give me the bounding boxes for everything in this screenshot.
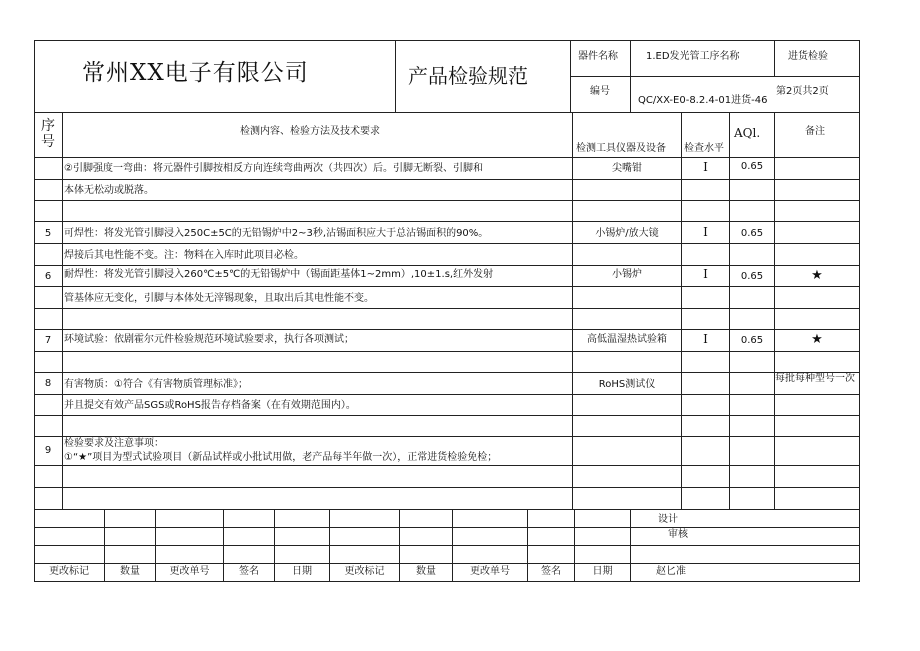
row-seq: 5 xyxy=(44,228,52,239)
row-line xyxy=(34,394,860,395)
row-line xyxy=(34,308,860,309)
row-content: 并且提交有效产品SGS或RoHS报告存档备案（在有效期范围内）。 xyxy=(64,400,356,411)
page-info: 第2页共2页 xyxy=(776,86,829,97)
row-seq: 9 xyxy=(44,445,52,456)
row-line xyxy=(34,243,860,244)
company-name: 常州XX电子有限公司 xyxy=(82,60,309,86)
design-label: 设计 xyxy=(658,514,678,525)
row-line xyxy=(34,329,860,330)
row-tool: 尖嘴钳 xyxy=(612,163,642,174)
row-aql: 0.65 xyxy=(740,271,764,282)
row-aql: 0.65 xyxy=(740,161,764,172)
row-content: 本体无松动或脱落。 xyxy=(64,185,154,196)
part-name-label: 器件名称 xyxy=(578,51,618,62)
border-right xyxy=(859,40,860,582)
footer-line xyxy=(34,545,860,546)
row-line xyxy=(34,112,860,113)
row-seq: 8 xyxy=(44,378,52,389)
col-line xyxy=(62,112,63,509)
column-header-content: 检测内容、检验方法及技术要求 xyxy=(240,126,380,137)
footer-col-line xyxy=(630,509,631,582)
column-header-seq: 序号 xyxy=(41,118,55,150)
row-content: ②引脚强度一弯曲：将元器件引脚按相反方向连续弯曲两次（共四次）后。引脚无断裂、引脚和 xyxy=(64,163,483,174)
inspection-spec-sheet xyxy=(34,40,860,582)
row-content: 焊接后其电性能不变。注：物料在入库时此项目必检。 xyxy=(64,250,304,261)
row-line xyxy=(34,351,860,352)
row-content: 可焊性：将发光管引脚浸入250C±5C的无铅锡炉中2~3秒,沾锡面积应大于总沾锡面积的90%。 xyxy=(64,228,489,239)
row-level: I xyxy=(703,160,708,174)
date-label: 日期 xyxy=(592,566,613,577)
border-top xyxy=(34,40,860,41)
col-line xyxy=(774,112,775,509)
row-line xyxy=(34,200,860,201)
row-level: I xyxy=(703,332,708,346)
row-aql: 0.65 xyxy=(740,228,764,239)
change-mark-label: 更改标记 xyxy=(344,566,385,577)
row-content: 检验要求及注意事项： xyxy=(64,438,164,449)
change-number-label: 更改单号 xyxy=(470,566,510,577)
row-line xyxy=(34,265,860,266)
row-tool: 小锡炉 xyxy=(612,269,642,280)
footer-line xyxy=(34,563,860,564)
quantity-label: 数量 xyxy=(120,566,140,577)
border-bottom xyxy=(34,581,860,582)
row-tool: 小锡炉/放大镜 xyxy=(595,228,659,239)
sign-label: 签名 xyxy=(541,566,561,577)
row-tool: 高低温湿热试验箱 xyxy=(587,334,667,345)
row-line xyxy=(34,436,860,437)
row-seq: 7 xyxy=(44,335,52,346)
approver-name: 赵匕准 xyxy=(656,566,686,577)
part-name-value: 1.ED发光管工序名称 xyxy=(646,51,740,62)
row-line xyxy=(34,221,860,222)
number-label: 编号 xyxy=(590,86,610,97)
column-header-aql: AQl. xyxy=(734,126,761,140)
row-content: 环境试验：依剧霍尔元件检验规范环境试验要求，执行各项测试； xyxy=(64,334,354,345)
footer-line xyxy=(34,527,860,528)
type-test-star-icon: ★ xyxy=(811,268,823,283)
column-header-remark: 备注 xyxy=(805,126,825,137)
row-line xyxy=(34,415,860,416)
type-test-star-icon: ★ xyxy=(811,332,823,347)
document-title: 产品检验规范 xyxy=(408,64,528,88)
change-number-label: 更改单号 xyxy=(169,566,210,577)
row-line xyxy=(34,509,860,510)
quantity-label: 数量 xyxy=(416,566,436,577)
change-mark-label: 更改标记 xyxy=(49,566,89,577)
border-left xyxy=(34,40,35,582)
sign-label: 签名 xyxy=(239,566,259,577)
header-divider xyxy=(774,40,775,76)
row-content: 耐焊性：将发光管引脚浸入260℃±5℃的无铅锡炉中（锡面距基体1~2mm）,10±1.s,红外发射 xyxy=(64,269,494,280)
number-value: QC/XX-E0-8.2.4-01进货-46 xyxy=(638,95,768,106)
row-line xyxy=(34,372,860,373)
row-line xyxy=(34,179,860,180)
header-divider xyxy=(395,40,396,112)
row-content: 有害物质：①符合《有害物质管理标准》； xyxy=(64,379,248,390)
row-line xyxy=(34,465,860,466)
row-level: I xyxy=(703,267,708,281)
row-content: 管基体应无变化，引脚与本体处无滓锡现象，且取出后其电性能不变。 xyxy=(64,293,374,304)
header-divider xyxy=(570,76,860,77)
row-tool: RoHS测试仪 xyxy=(598,379,656,390)
process-value: 进货检验 xyxy=(788,51,828,62)
column-header-tool: 检测工具仪器及设备 xyxy=(576,143,666,154)
row-level: I xyxy=(703,225,708,239)
row-line xyxy=(34,157,860,158)
row-line xyxy=(34,286,860,287)
column-header-level: 检查水平 xyxy=(684,143,724,154)
row-seq: 6 xyxy=(44,271,52,282)
row-remark: 每批每种型号一次 xyxy=(775,373,855,384)
date-label: 日期 xyxy=(292,566,312,577)
row-content: ①“★”项目为型式试验项目（新品试样或小批试用做，老产品每半年做一次），正常进货检验免检； xyxy=(64,452,498,463)
row-line xyxy=(34,487,860,488)
row-aql: 0.65 xyxy=(740,335,764,346)
review-label: 审核 xyxy=(668,529,688,540)
